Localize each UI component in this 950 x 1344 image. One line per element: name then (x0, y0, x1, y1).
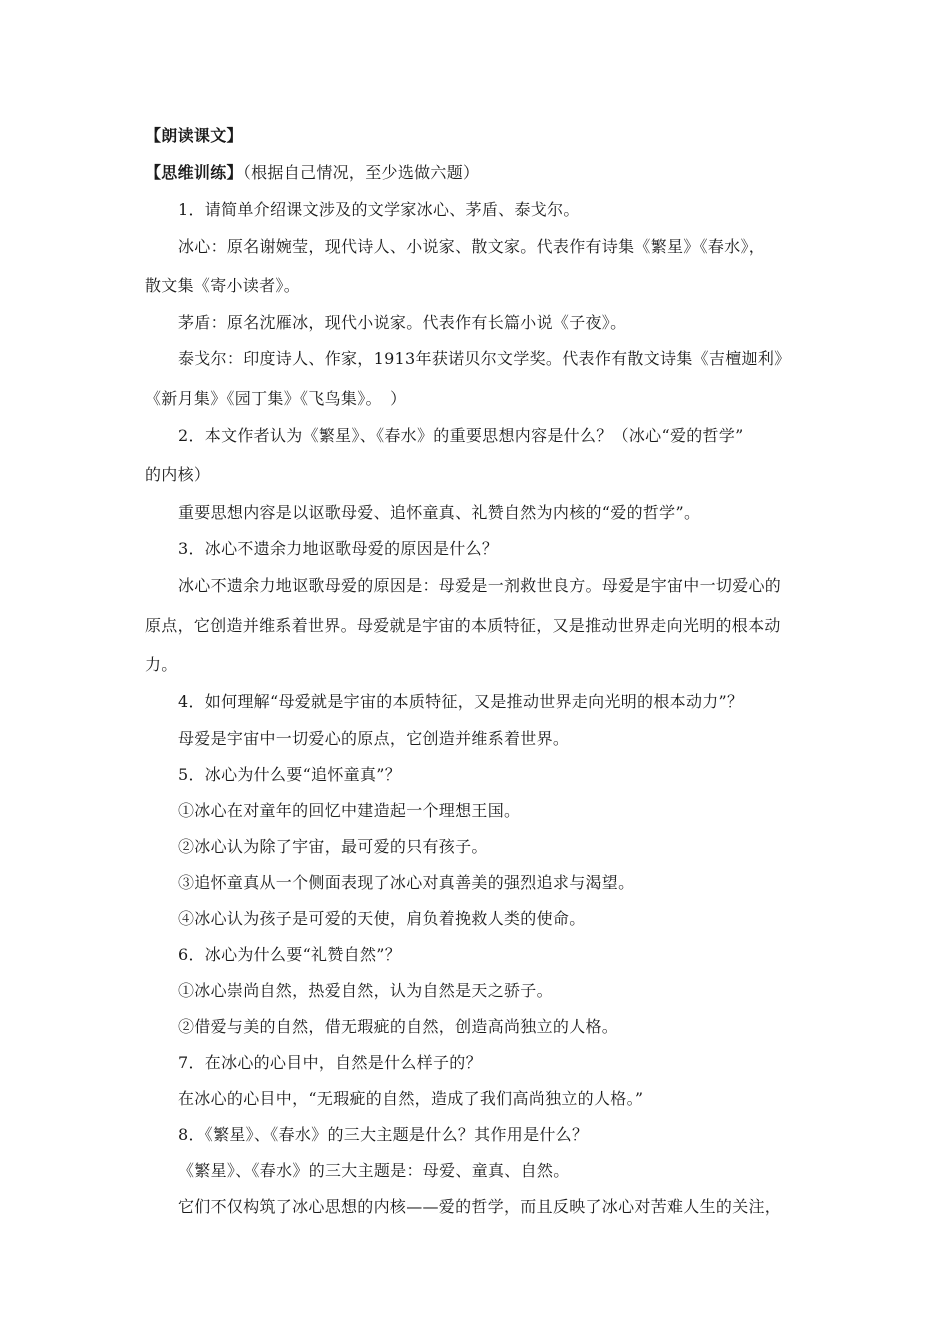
answer-4: 母爱是宇宙中一切爱心的原点，它创造并维系着世界。 (178, 729, 570, 748)
answer-8-line2: 它们不仅构筑了冰心思想的内核——爱的哲学，而且反映了冰心对苦难人生的关注， (178, 1197, 782, 1216)
answer-5-item4: ④冰心认为孩子是可爱的天使，肩负着挽救人类的使命。 (178, 909, 586, 928)
answer-5-item3: ③追怀童真从一个侧面表现了冰心对真善美的强烈追求与渴望。 (178, 873, 635, 892)
question-1: 1．请简单介绍课文涉及的文学家冰心、茅盾、泰戈尔。 (178, 200, 580, 219)
answer-3-line1: 冰心不遗余力地讴歌母爱的原因是：母爱是一剂救世良方。母爱是宇宙中一切爱心的 (178, 576, 782, 595)
question-8: 8．《繁星》、《春水》的三大主题是什么？其作用是什么？ (178, 1125, 589, 1144)
answer-1-tagore: 泰戈尔：印度诗人、作家，1913年获诺贝尔文学奖。代表作有散文诗集《吉檀迦利》 (178, 349, 791, 368)
section-reading-heading: 【朗读课文】 (145, 126, 243, 145)
answer-6-item1: ①冰心崇尚自然，热爱自然，认为自然是天之骄子。 (178, 981, 553, 1000)
answer-6-item2: ②借爱与美的自然，借无瑕疵的自然，创造高尚独立的人格。 (178, 1017, 619, 1036)
answer-3-line3: 力。 (145, 655, 178, 674)
answer-2: 重要思想内容是以讴歌母爱、追怀童真、礼赞自然为内核的“爱的哲学”。 (178, 503, 701, 522)
answer-1-maodun: 茅盾：原名沈雁冰，现代小说家。代表作有长篇小说《子夜》。 (178, 313, 627, 332)
question-2-cont: 的内核） (145, 465, 211, 484)
answer-7: 在冰心的心目中，“无瑕疵的自然，造成了我们高尚独立的人格。” (178, 1089, 644, 1108)
answer-5-item2: ②冰心认为除了宇宙，最可爱的只有孩子。 (178, 837, 488, 856)
section-thinking-heading (145, 163, 479, 183)
answer-3-line2: 原点，它创造并维系着世界。母爱就是宇宙的本质特征，又是推动世界走向光明的根本动 (145, 616, 781, 635)
question-4: 4．如何理解“母爱就是宇宙的本质特征，又是推动世界走向光明的根本动力”？ (178, 692, 744, 711)
answer-5-item1: ①冰心在对童年的回忆中建造起一个理想王国。 (178, 801, 521, 820)
question-5: 5．冰心为什么要“追怀童真”？ (178, 765, 402, 784)
thinking-title: 【思维训练】 (145, 163, 243, 182)
answer-1-bingxin-cont: 散文集《寄小读者》。 (145, 276, 301, 295)
question-6: 6．冰心为什么要“礼赞自然”？ (178, 945, 402, 964)
answer-8-line1: 《繁星》、《春水》的三大主题是：母爱、童真、自然。 (178, 1161, 570, 1180)
answer-1-tagore-cont: 《新月集》《园丁集》《飞鸟集》。 ） (145, 389, 407, 408)
thinking-note: （根据自己情况，至少选做六题） (242, 163, 480, 182)
answer-1-bingxin: 冰心：原名谢婉莹，现代诗人、小说家、散文家。代表作有诗集《繁星》《春水》， (178, 237, 766, 256)
question-7: 7．在冰心的心目中，自然是什么样子的？ (178, 1053, 482, 1072)
question-2: 2．本文作者认为《繁星》、《春水》的重要思想内容是什么？（冰心“爱的哲学” (178, 426, 744, 445)
question-3: 3．冰心不遗余力地讴歌母爱的原因是什么？ (178, 539, 499, 558)
